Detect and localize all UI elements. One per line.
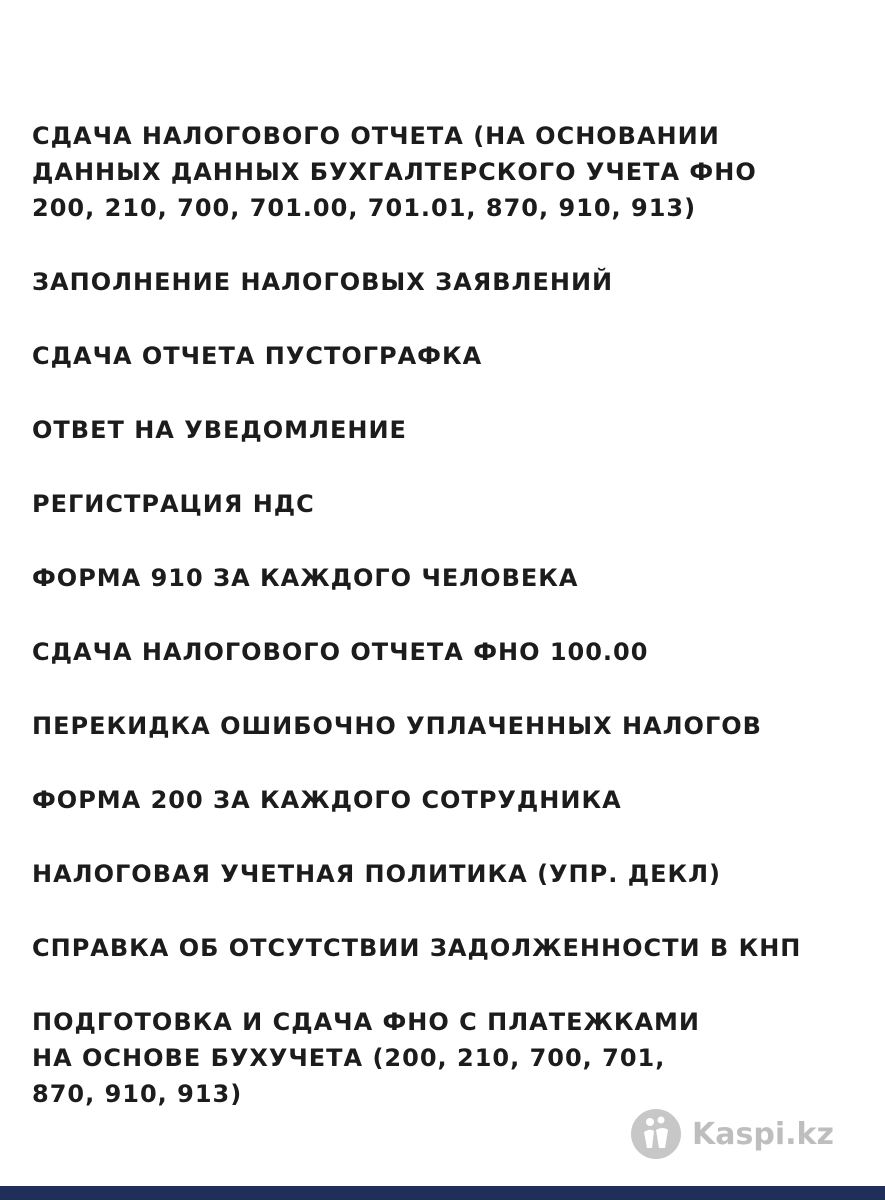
- service-item: СДАЧА НАЛОГОВОГО ОТЧЕТА (НА ОСНОВАНИИ ДАННЫХ ДАННЫХ БУХГАЛТЕРСКОГО УЧЕТА ФНО 200, 210, 700, 701.00, 701.01, 870, 910, 913): [32, 122, 757, 222]
- service-item: РЕГИСТРАЦИЯ НДС: [32, 490, 315, 518]
- service-item: ЗАПОЛНЕНИЕ НАЛОГОВЫХ ЗАЯВЛЕНИЙ: [32, 268, 614, 296]
- service-item: НАЛОГОВАЯ УЧЕТНАЯ ПОЛИТИКА (УПР. ДЕКЛ): [32, 860, 721, 888]
- service-item: ОТВЕТ НА УВЕДОМЛЕНИЕ: [32, 416, 407, 444]
- service-item: ФОРМА 200 ЗА КАЖДОГО СОТРУДНИКА: [32, 786, 622, 814]
- service-item: СПРАВКА ОБ ОТСУТСТВИИ ЗАДОЛЖЕННОСТИ В КНП: [32, 934, 802, 962]
- watermark-text: Kaspi.kz: [692, 1116, 834, 1152]
- bottom-bar: [0, 1186, 885, 1200]
- service-item: ФОРМА 910 ЗА КАЖДОГО ЧЕЛОВЕКА: [32, 564, 579, 592]
- service-item: ПОДГОТОВКА И СДАЧА ФНО С ПЛАТЕЖКАМИ НА ОСНОВЕ БУХУЧЕТА (200, 210, 700, 701, 870, 910, 913): [32, 1008, 701, 1108]
- service-item: СДАЧА ОТЧЕТА ПУСТОГРАФКА: [32, 342, 483, 370]
- kaspi-logo-icon: [630, 1108, 682, 1160]
- services-list: [32, 118, 872, 1150]
- kaspi-watermark: [630, 1108, 834, 1160]
- service-item: ПЕРЕКИДКА ОШИБОЧНО УПЛАЧЕННЫХ НАЛОГОВ: [32, 712, 762, 740]
- service-item: СДАЧА НАЛОГОВОГО ОТЧЕТА ФНО 100.00: [32, 638, 649, 666]
